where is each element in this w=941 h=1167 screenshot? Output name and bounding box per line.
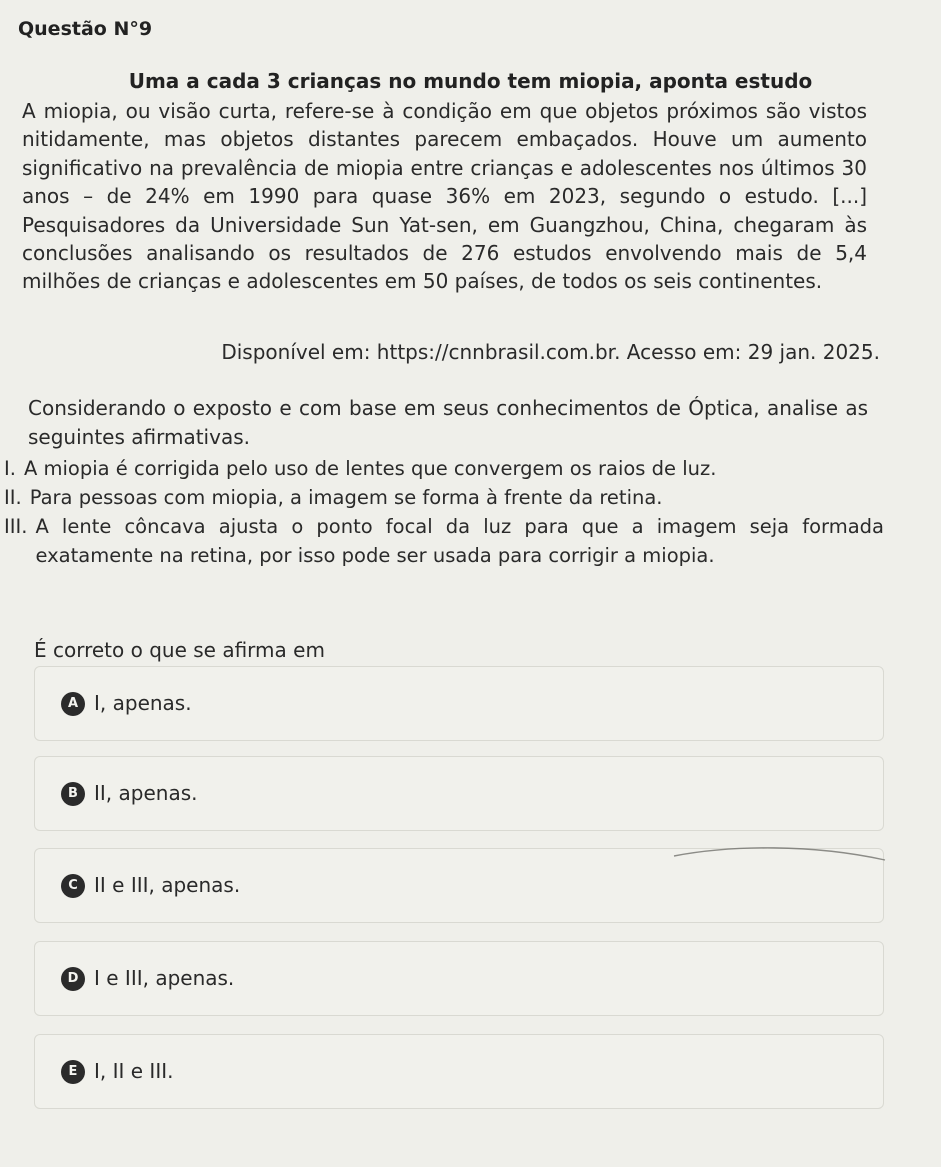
statement-numeral: II. xyxy=(4,486,22,509)
option-letter-badge: D xyxy=(61,967,85,991)
option-letter-badge: A xyxy=(61,692,85,716)
statement-1 xyxy=(4,454,884,483)
question-stem: É correto o que se afirma em xyxy=(34,638,325,662)
option-letter-badge: B xyxy=(61,782,85,806)
article-source: Disponível em: https://cnnbrasil.com.br. Acesso em: 29 jan. 2025. xyxy=(221,340,880,364)
option-a[interactable] xyxy=(34,666,884,741)
option-d[interactable] xyxy=(34,941,884,1016)
statement-3 xyxy=(4,512,884,570)
article-body: A miopia, ou visão curta, refere-se à condição em que objetos próximos são vistos nitidamente, mas objetos distantes parecem embaçados. Houve um aumento significativo na prevalência de miopia entre crianças e adolescentes nos últimos 30 anos – de 24% em 1990 para quase 36% em 2023, segundo o estudo. [...] Pesquisadores da Universidade Sun Yat-sen, em Guangzhou, China, chegaram às conclusões analisando os resultados de 276 estudos envolvendo mais de 5,4 milhões de crianças e adolescentes em 50 países, de todos os seis continentes. xyxy=(22,99,867,294)
statement-2 xyxy=(4,483,884,512)
article-headline: Uma a cada 3 crianças no mundo tem miopia, aponta estudo xyxy=(128,69,813,93)
option-text: I e III, apenas. xyxy=(94,966,235,990)
option-letter-badge: C xyxy=(61,874,85,898)
statement-text: A lente côncava ajusta o ponto focal da luz para que a imagem seja formada exatamente na retina, por isso pode ser usada para corrigir a miopia. xyxy=(35,515,884,567)
statement-numeral: III. xyxy=(4,515,28,538)
option-text: II, apenas. xyxy=(94,781,198,805)
statement-text: Para pessoas com miopia, a imagem se forma à frente da retina. xyxy=(29,486,663,509)
option-e[interactable] xyxy=(34,1034,884,1109)
option-b[interactable] xyxy=(34,756,884,831)
paper-crease-mark xyxy=(672,844,887,862)
question-prompt: Considerando o exposto e com base em seus conhecimentos de Óptica, analise as seguintes afirmativas. xyxy=(28,396,868,449)
question-number: Questão N°9 xyxy=(18,18,153,40)
statement-text: A miopia é corrigida pelo uso de lentes que convergem os raios de luz. xyxy=(23,457,717,480)
statement-list xyxy=(4,454,884,570)
option-text: I, apenas. xyxy=(94,691,192,715)
statement-numeral: I. xyxy=(4,457,16,480)
option-text: I, II e III. xyxy=(94,1059,174,1083)
option-text: II e III, apenas. xyxy=(94,873,241,897)
option-letter-badge: E xyxy=(61,1060,85,1084)
